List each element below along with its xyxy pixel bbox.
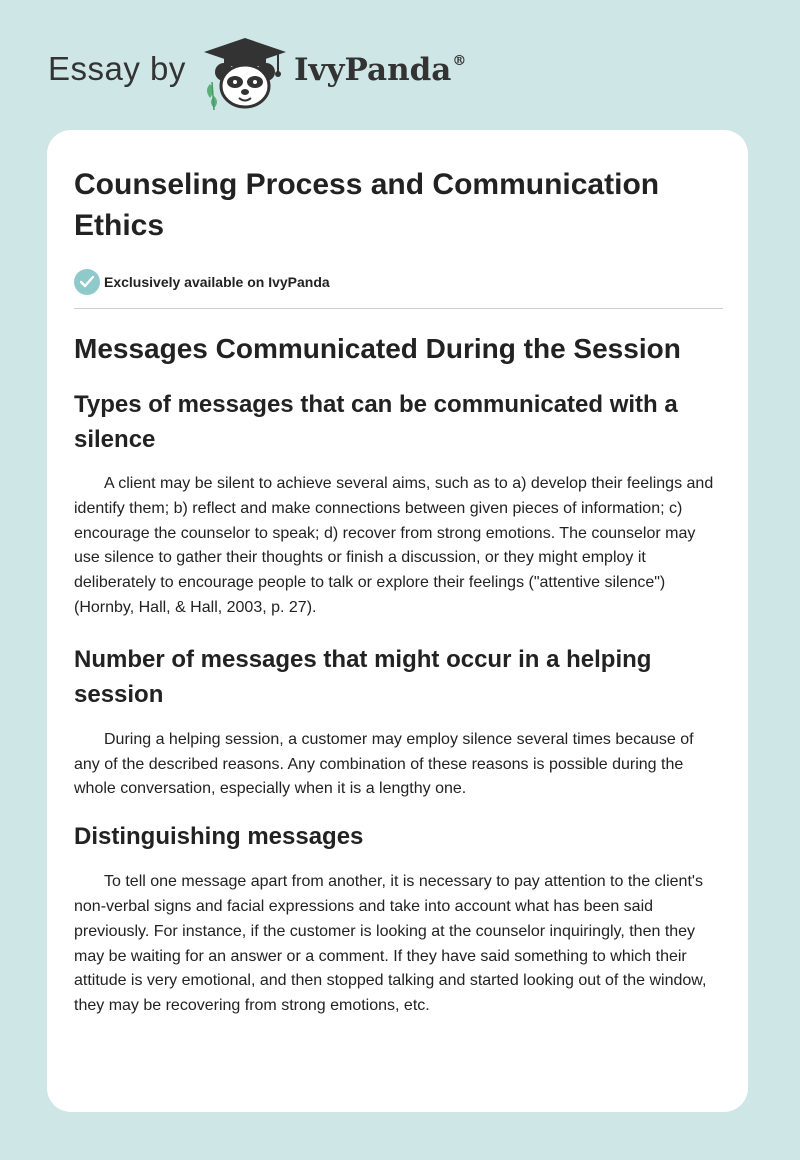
section-heading-number: Number of messages that might occur in a helping session (74, 645, 652, 708)
site-header (48, 32, 508, 112)
essay-content (74, 164, 722, 1019)
section-heading-main: Messages Communicated During the Session (74, 333, 681, 364)
section-heading-types: Types of messages that can be communicated with a silence (74, 391, 678, 453)
exclusive-badge-text: Exclusively available on IvyPanda (104, 274, 330, 290)
brand-text: IvyPanda (294, 52, 452, 88)
paragraph-types: A client may be silent to achieve several aims, such as to a) develop their feelings and identify them; b) reflect and make connections between given pieces of information; c) encourage the counselor to speak; d) recover from strong emotions. The counselor may use silence to gather their thoughts or finish a discussion, or they might employ it deliberately to encourage people to talk or explore their feelings ("attentive silence") (Hornby, Hall, & Hall, 2003, p. 27). (74, 475, 714, 616)
brand-name[interactable] (294, 52, 466, 88)
section-heading-distinguishing: Distinguishing messages (74, 823, 364, 851)
exclusive-badge (74, 268, 722, 296)
document-title: Counseling Process and Communication Ethics (74, 168, 660, 242)
registered-mark: ® (452, 52, 467, 69)
check-icon (74, 269, 100, 295)
panda-graduate-logo-icon[interactable] (202, 34, 288, 110)
paragraph-distinguishing: To tell one message apart from another, it is necessary to pay attention to the client's non-verbal signs and facial expressions and take into account what has been said previously. For instance, if the customer is looking at the counselor inquiringly, then they may be waiting for an answer or a comment. If they have said something to which their attitude is very emotional, and then stopped talking and started looking out of the window, they may be recovering from strong emotions, etc. (74, 873, 707, 1015)
paragraph-number: During a helping session, a customer may employ silence several times because of any of the described reasons. Any combination of these reasons is possible during the whole conversation, especially when it is a lengthy one. (74, 730, 694, 798)
essay-by-label: Essay by (48, 50, 186, 87)
title-divider (74, 308, 723, 309)
essay-card (47, 130, 748, 1112)
